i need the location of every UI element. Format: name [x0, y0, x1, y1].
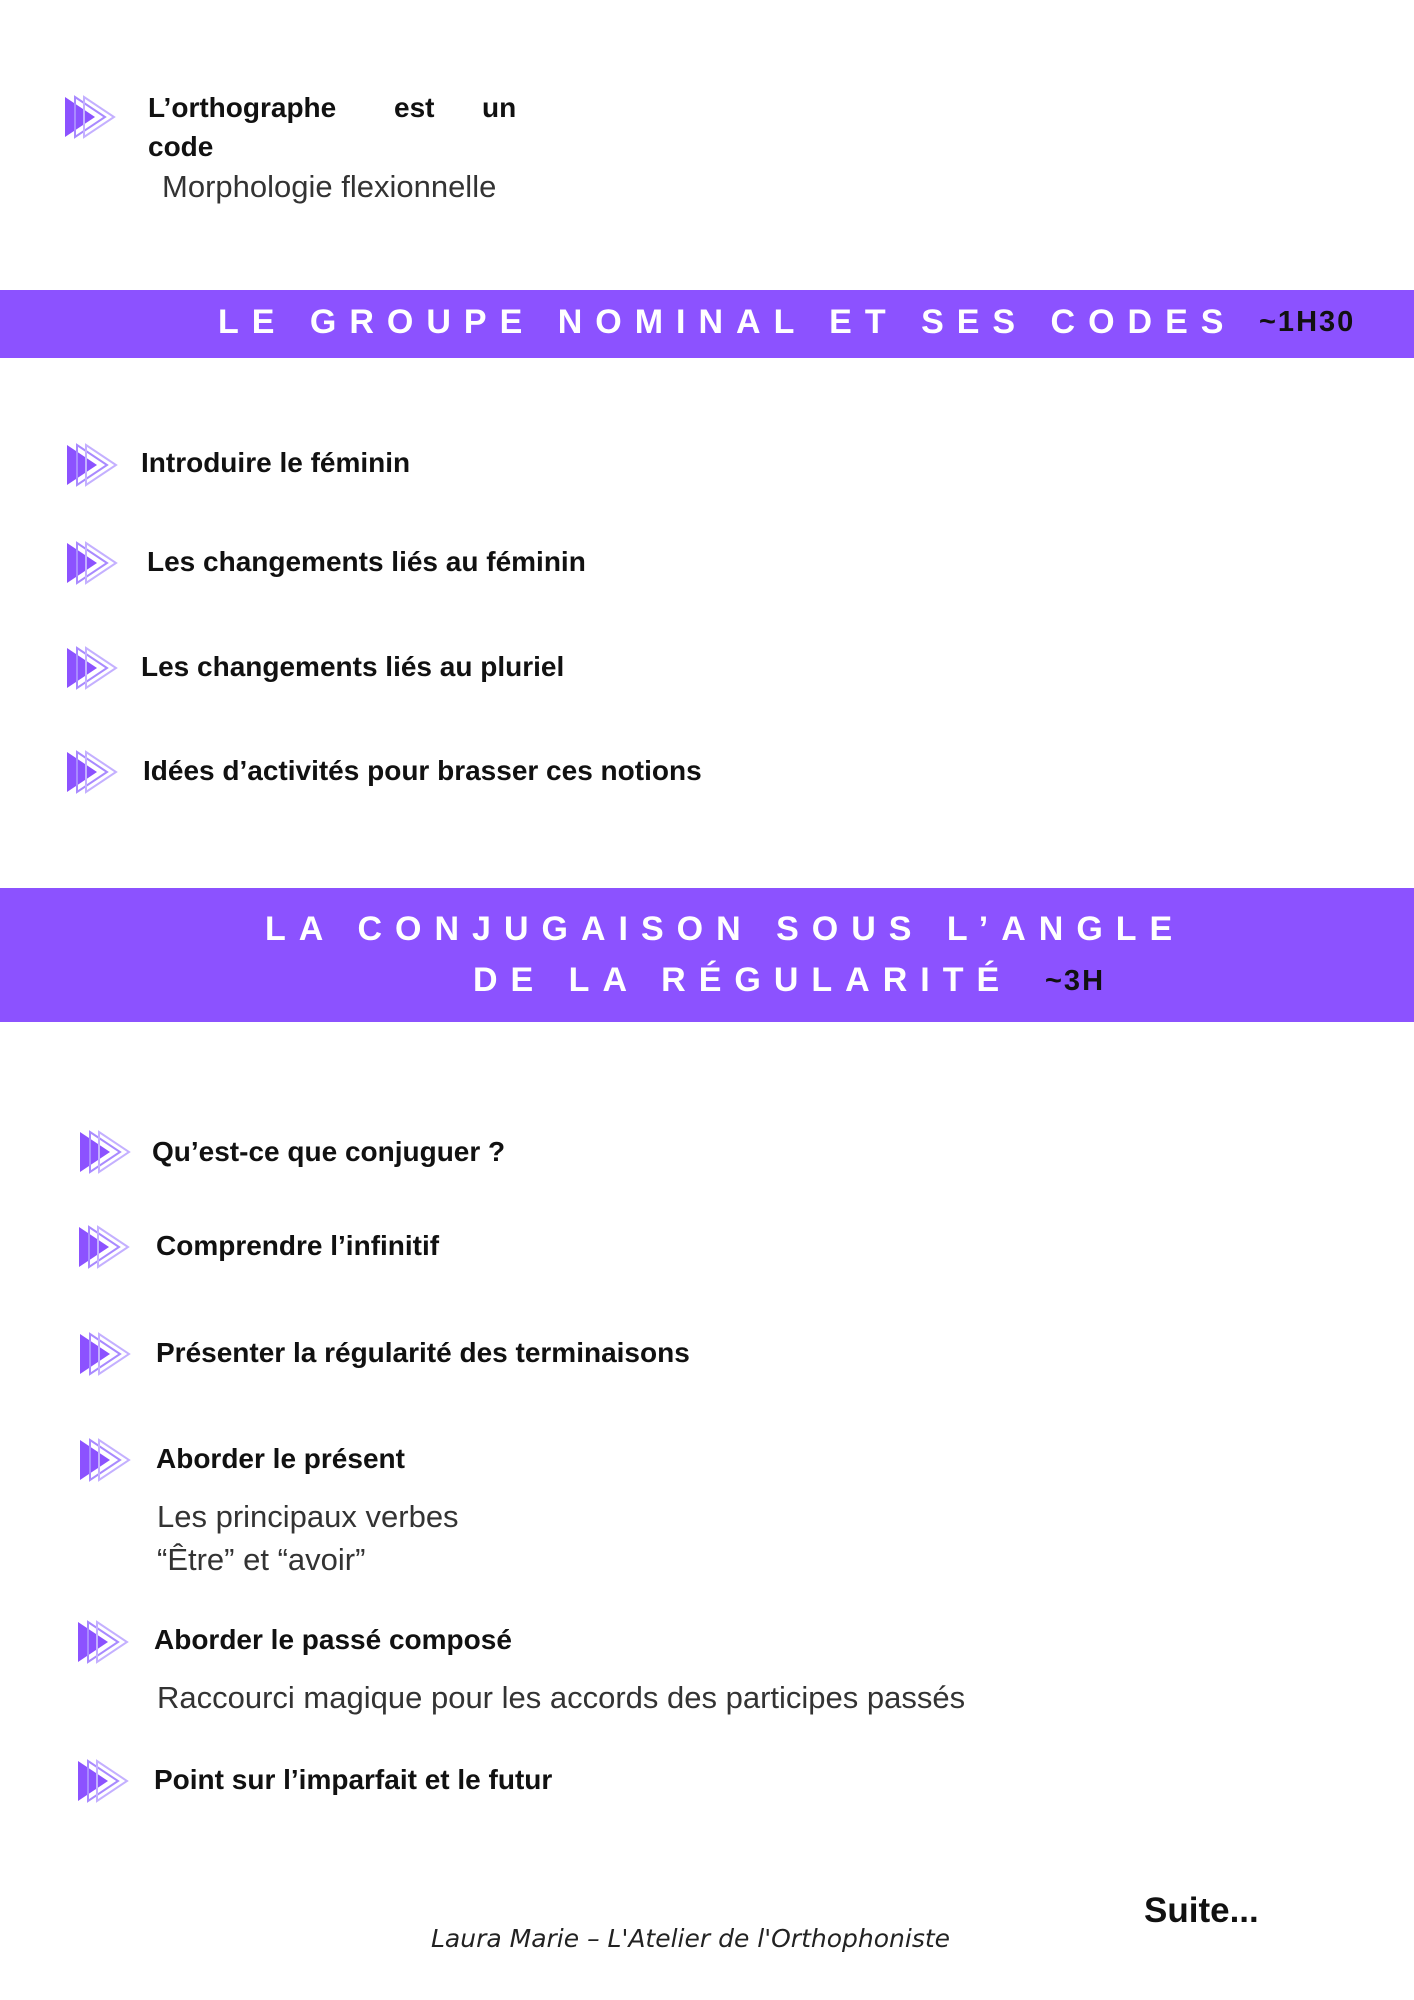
triple-play-arrow-icon	[78, 1223, 136, 1273]
intro-title-word: un	[482, 92, 517, 123]
list-item-subtext: Les principaux verbes	[157, 1499, 459, 1534]
list-item: Aborder le présent	[156, 1443, 405, 1474]
list-item: Les changements liés au pluriel	[141, 651, 565, 682]
triple-play-arrow-icon	[77, 1757, 135, 1807]
triple-play-arrow-icon	[77, 1618, 135, 1668]
section1-header-band	[0, 290, 1414, 358]
list-item: Point sur l’imparfait et le futur	[154, 1764, 553, 1795]
section2-duration: ~3H	[1045, 965, 1106, 997]
list-item: Introduire le féminin	[141, 447, 411, 478]
footer-author: Laura Marie – L'Atelier de l'Orthophoniste	[431, 1924, 951, 1953]
list-item: Qu’est-ce que conjuguer ?	[152, 1136, 506, 1167]
triple-play-arrow-icon	[64, 93, 122, 143]
intro-subtitle: Morphologie flexionnelle	[162, 169, 497, 204]
list-item-subtext: “Être” et “avoir”	[157, 1542, 366, 1577]
list-item: Les changements liés au féminin	[147, 546, 586, 577]
list-item: Aborder le passé composé	[154, 1624, 512, 1655]
continue-label: Suite...	[1144, 1891, 1259, 1930]
section2-title-line2: DE LA RÉGULARITÉ	[473, 961, 1013, 999]
list-item: Présenter la régularité des terminaisons	[156, 1337, 690, 1368]
list-item: Comprendre l’infinitif	[156, 1230, 440, 1261]
intro-title-word: L’orthographe	[148, 92, 337, 123]
triple-play-arrow-icon	[66, 748, 124, 798]
section2-header-band	[0, 888, 1414, 1022]
section1-duration: ~1H30	[1259, 306, 1356, 338]
section2-title-line1: LA CONJUGAISON SOUS L’ANGLE	[265, 910, 1186, 948]
triple-play-arrow-icon	[66, 539, 124, 589]
triple-play-arrow-icon	[79, 1436, 137, 1486]
triple-play-arrow-icon	[79, 1330, 137, 1380]
intro-title-line2: code	[148, 131, 214, 162]
triple-play-arrow-icon	[66, 441, 124, 491]
intro-title-word: est	[394, 92, 435, 123]
list-item: Idées d’activités pour brasser ces notions	[143, 755, 702, 786]
triple-play-arrow-icon	[79, 1128, 137, 1178]
list-item-subtext: Raccourci magique pour les accords des participes passés	[157, 1680, 966, 1715]
section1-title: LE GROUPE NOMINAL ET SES CODES	[218, 303, 1237, 341]
triple-play-arrow-icon	[66, 644, 124, 694]
